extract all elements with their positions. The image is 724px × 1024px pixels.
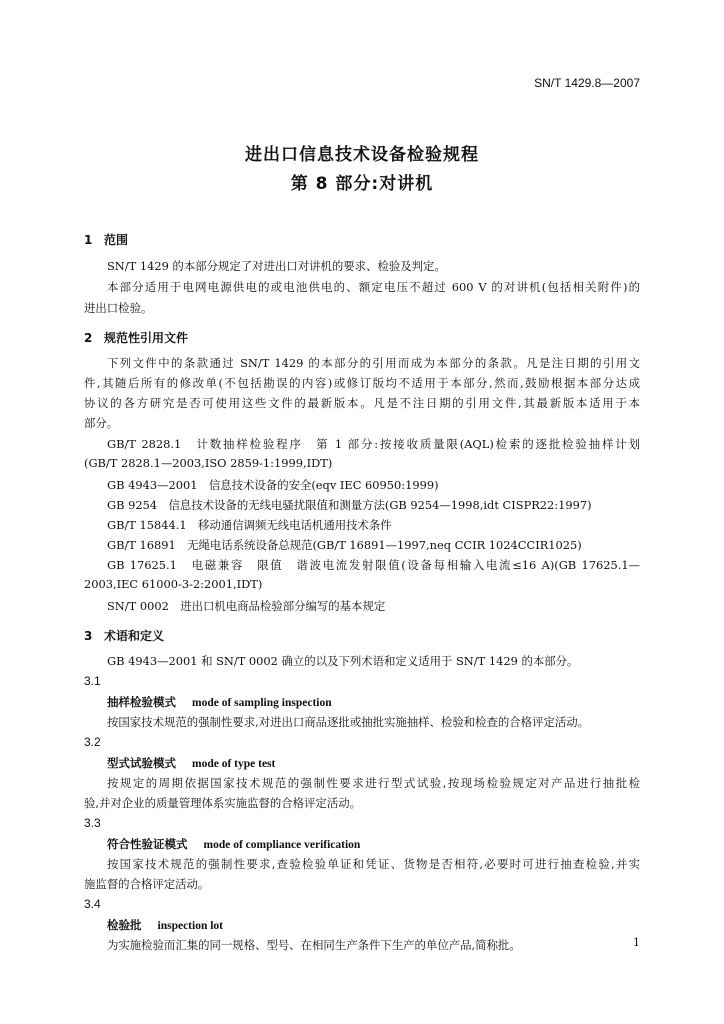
document-subtitle: 第 8 部分:对讲机 — [290, 174, 434, 194]
reference-item-continued: (GB/T 2828.1—2003,ISO 2859-1:1999,IDT) — [84, 456, 333, 470]
paragraph-line: 进出口检验。 — [84, 301, 153, 315]
term-definition: 为实施检验而汇集的同一规格、型号、在相同生产条件下生产的单位产品,简称批。 — [107, 938, 521, 952]
term-chinese: 检验批 — [107, 918, 142, 932]
reference-item-continued: 2003,IEC 61000-3-2:2001,IDT) — [84, 577, 263, 591]
term-chinese: 型式试验模式 — [107, 756, 176, 770]
standard-number: SN/T 1429.8—2007 — [534, 76, 640, 90]
paragraph-line: 下列文件中的条款通过 SN/T 1429 的本部分的引用而成为本部分的条款。凡是注日期的引用文 — [107, 356, 640, 370]
paragraph: GB 4943—2001 和 SN/T 0002 确立的以及下列术语和定义适用于 SN/T 1429 的本部分。 — [107, 654, 579, 668]
reference-item: GB 9254 信息技术设备的无线电骚扰限值和测量方法(GB 9254—1998,idt CISPR22:1997) — [107, 498, 592, 512]
term-heading — [107, 755, 275, 771]
term-number: 3.3 — [84, 816, 101, 830]
section-number: 3 — [84, 629, 93, 643]
term-english: mode of type test — [192, 758, 276, 770]
term-number: 3.4 — [84, 897, 101, 911]
page-number: 1 — [633, 936, 640, 949]
section-number: 2 — [84, 331, 93, 345]
section-title: 范围 — [104, 233, 129, 247]
section-title: 术语和定义 — [104, 629, 165, 643]
term-definition: 按规定的周期依据国家技术规范的强制性要求进行型式试验,按现场检验规定对产品进行抽批检 — [107, 776, 640, 790]
section-3-heading — [84, 627, 164, 644]
reference-item: GB 17625.1 电磁兼容 限值 谐波电流发射限值(设备每相输入电流≤16 A)(GB 17625.1— — [107, 558, 640, 572]
document-title: 进出口信息技术设备检验规程 — [245, 145, 479, 165]
section-title: 规范性引用文件 — [104, 331, 189, 345]
term-number: 3.1 — [84, 674, 101, 688]
term-number: 3.2 — [84, 735, 101, 749]
term-chinese: 抽样检验模式 — [107, 695, 176, 709]
paragraph-line: 件,其随后所有的修改单(不包括勘误的内容)或修订版均不适用于本部分,然而,鼓励根据本部分达成 — [84, 376, 640, 390]
term-definition-continued: 施监督的合格评定活动。 — [84, 877, 210, 891]
term-definition-continued: 验,并对企业的质量管理体系实施监督的合格评定活动。 — [84, 796, 361, 810]
term-definition: 按国家技术规范的强制性要求,对进出口商品逐批或抽批实施抽样、检验和检查的合格评定活动。 — [107, 715, 590, 729]
paragraph-line: 部分。 — [84, 416, 119, 430]
section-2-heading — [84, 329, 188, 346]
reference-item: GB/T 2828.1 计数抽样检验程序 第 1 部分:按接收质量限(AQL)检索的逐批检验抽样计划 — [107, 437, 640, 451]
reference-item: SN/T 0002 进出口机电商品检验部分编写的基本规定 — [107, 599, 386, 613]
paragraph-line: 本部分适用于电网电源供电的或电池供电的、额定电压不超过 600 V 的对讲机(包括相关附件)的 — [107, 280, 640, 294]
term-definition: 按国家技术规范的强制性要求,查验检验单证和凭证、货物是否相符,必要时可进行抽查检验,并实 — [107, 857, 640, 871]
term-english: mode of sampling inspection — [192, 697, 332, 709]
term-english: inspection lot — [157, 920, 223, 932]
reference-item: GB/T 15844.1 移动通信调频无线电话机通用技术条件 — [107, 518, 392, 532]
term-heading — [107, 694, 332, 710]
term-chinese: 符合性验证模式 — [107, 837, 188, 851]
term-heading — [107, 917, 223, 933]
reference-item: GB/T 16891 无绳电话系统设备总规范(GB/T 16891—1997,neq CCIR 1024CCIR1025) — [107, 538, 582, 552]
term-english: mode of compliance verification — [203, 839, 361, 851]
paragraph-line: 协议的各方研究是否可使用这些文件的最新版本。凡是不注日期的引用文件,其最新版本适用于本 — [84, 396, 640, 410]
reference-item: GB 4943—2001 信息技术设备的安全(eqv IEC 60950:1999) — [107, 478, 439, 492]
section-1-heading — [84, 231, 128, 248]
section-number: 1 — [84, 233, 93, 247]
term-heading — [107, 836, 360, 852]
paragraph: SN/T 1429 的本部分规定了对进出口对讲机的要求、检验及判定。 — [107, 259, 446, 273]
